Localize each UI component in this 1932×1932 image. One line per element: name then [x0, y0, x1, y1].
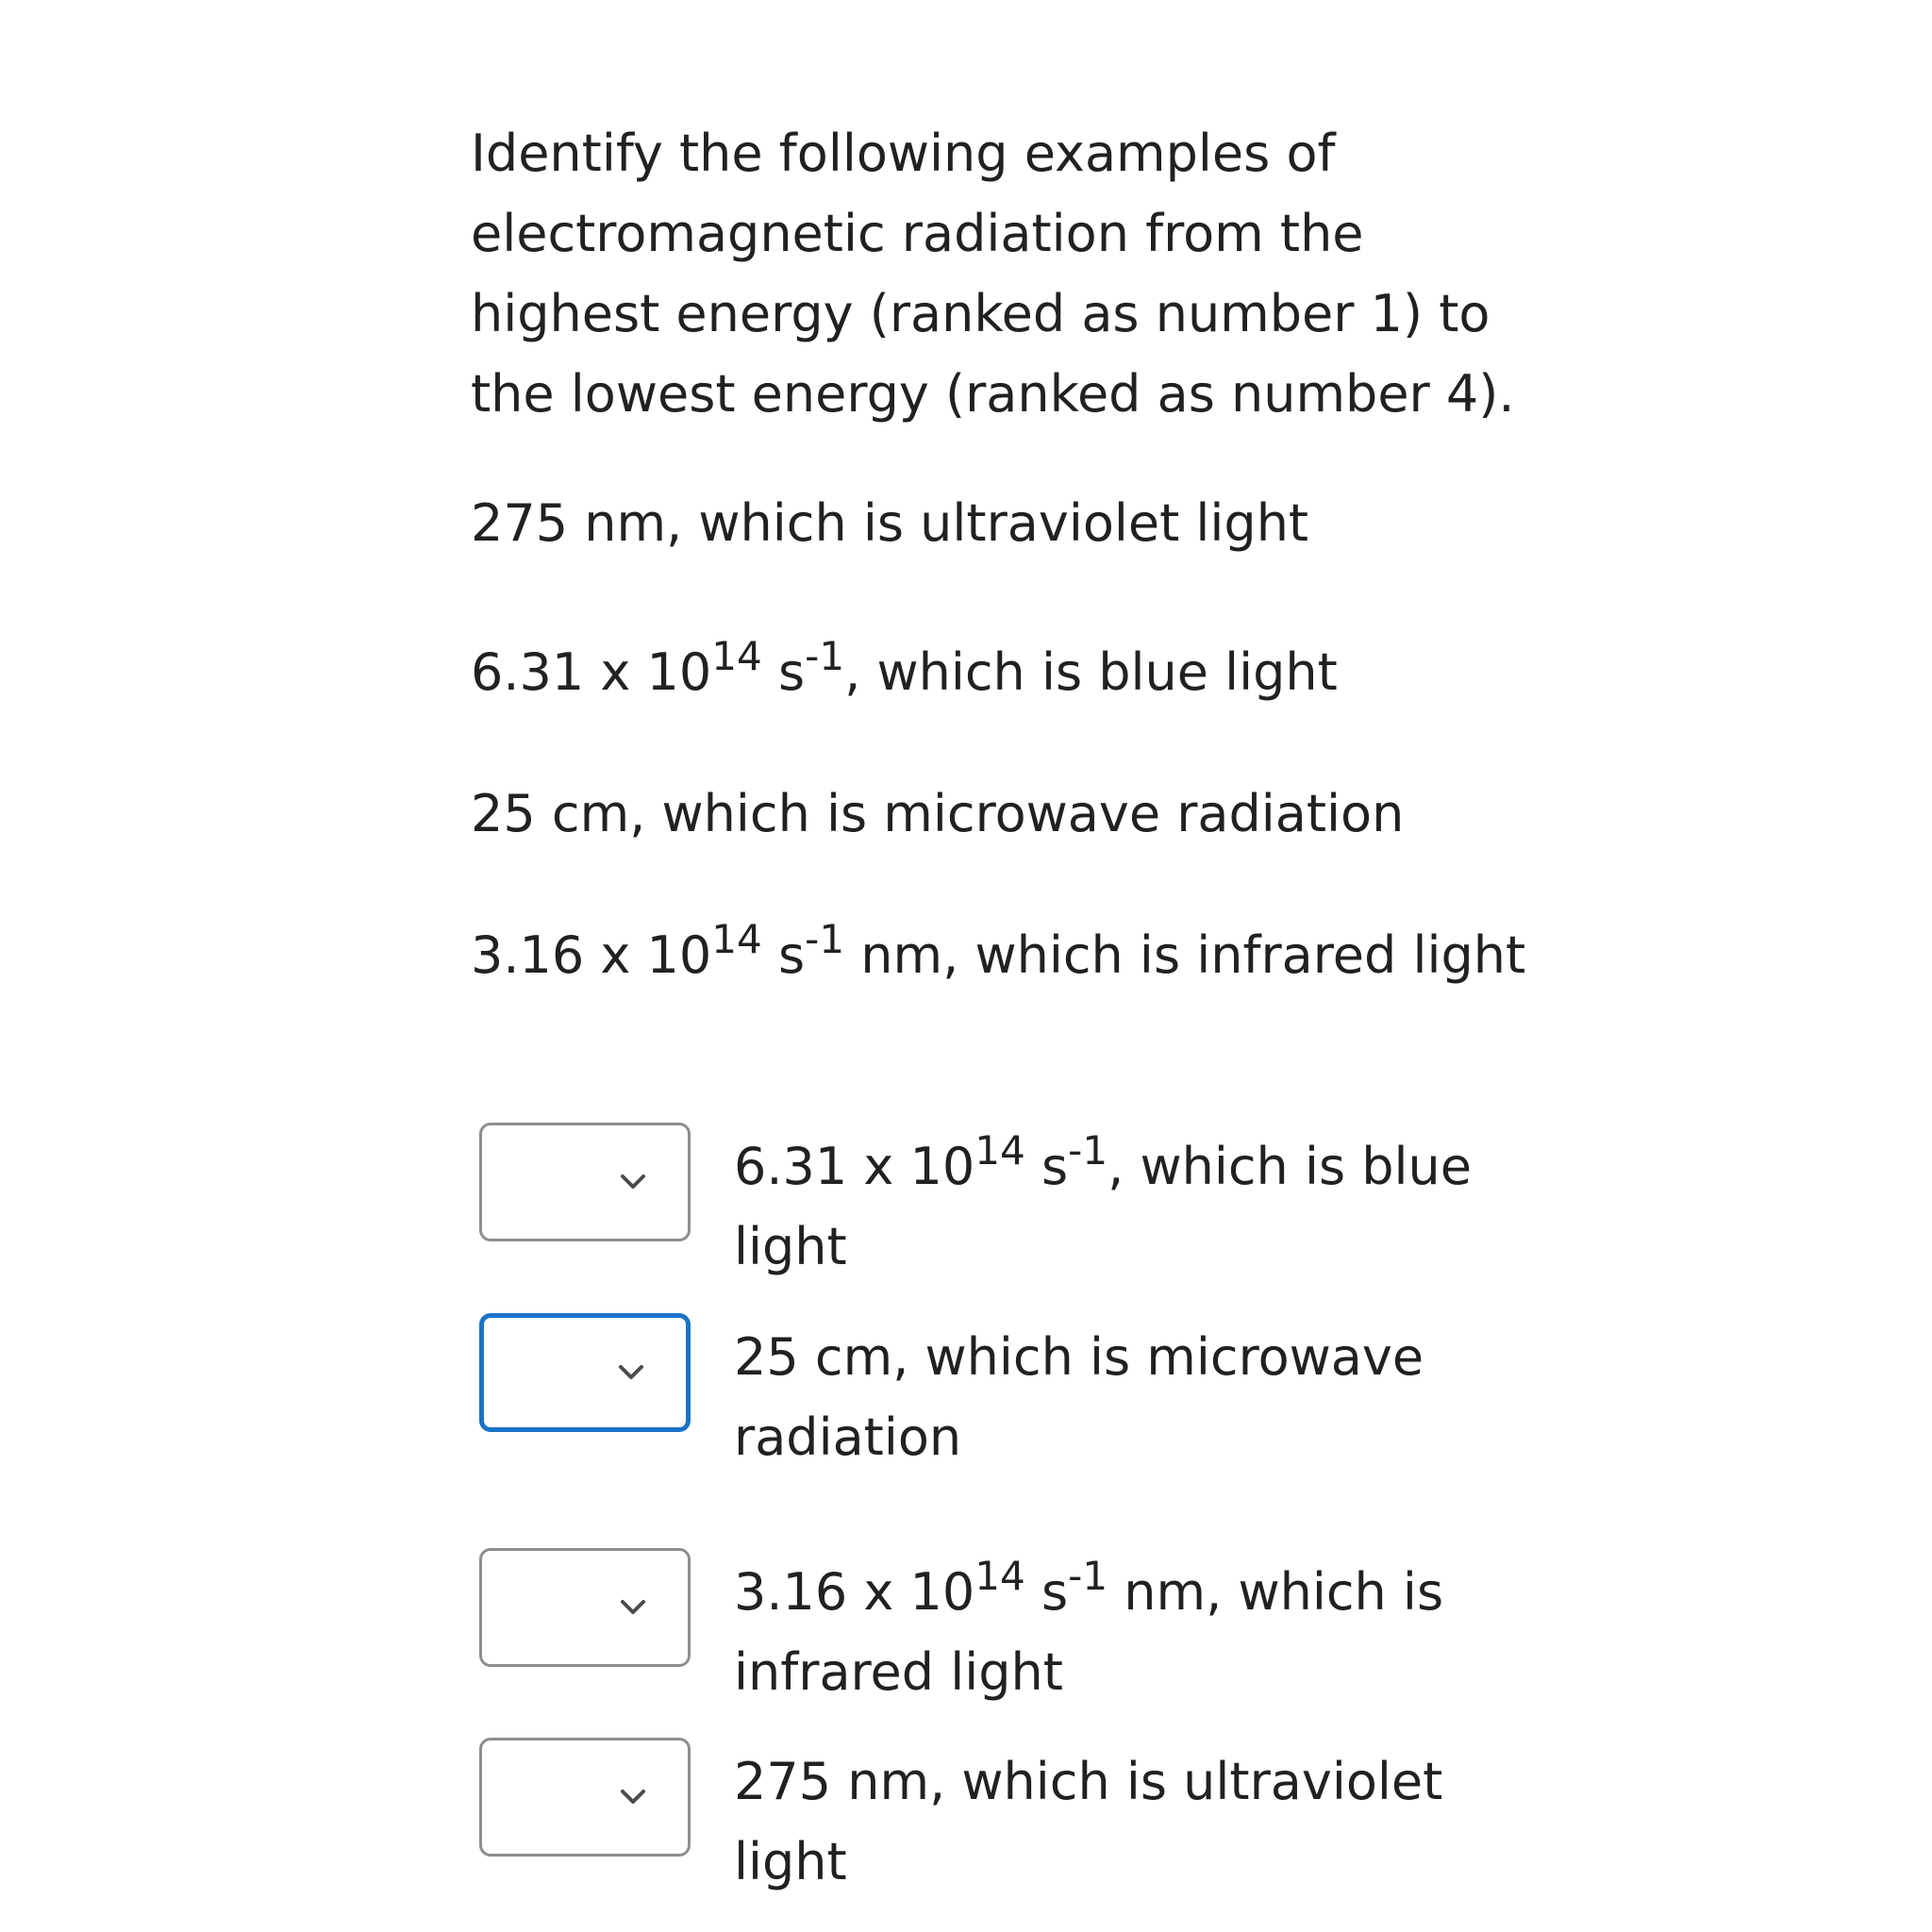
chevron-down-icon — [620, 1174, 646, 1191]
rank-select-4[interactable] — [479, 1738, 691, 1857]
question-instructions: Identify the following examples of electromagnetic radiation from the highest energy (ranked as number 1) to the lowest energy (ranked as number 4). — [471, 124, 1515, 424]
example-text: 3.16 x 10 — [471, 925, 712, 985]
unit: s — [761, 642, 806, 702]
exponent: -1 — [1068, 1126, 1108, 1174]
example-item-3 — [471, 781, 1603, 847]
exponent: 14 — [974, 1126, 1025, 1174]
example-text: 25 cm, which is microwave radiation — [471, 784, 1405, 843]
match-label: 275 nm, which is ultraviolet light — [734, 1752, 1443, 1891]
match-label: 25 cm, which is microwave radiation — [734, 1327, 1424, 1467]
example-text: 6.31 x 10 — [471, 642, 712, 702]
chevron-down-icon — [618, 1364, 644, 1381]
example-item-2 — [471, 632, 1603, 706]
example-item-4 — [471, 915, 1603, 989]
unit: s — [761, 925, 806, 985]
example-text: 275 nm, which is ultraviolet light — [471, 493, 1309, 553]
chevron-down-icon — [620, 1599, 646, 1616]
example-item-1 — [471, 491, 1603, 557]
match-label: 6.31 x $10^{14}$ $s^{-1}$, which is blue light — [734, 1126, 1472, 1276]
exponent: 14 — [711, 915, 762, 962]
unit: s — [1024, 1562, 1069, 1622]
rank-select-1[interactable] — [479, 1123, 691, 1241]
question-content — [471, 113, 1603, 989]
exponent: -1 — [805, 632, 845, 679]
rank-select-3[interactable] — [479, 1548, 691, 1667]
exponent: 14 — [974, 1552, 1025, 1599]
example-text: , which is blue light — [844, 642, 1338, 702]
example-text: nm, which is infrared light — [844, 925, 1526, 985]
exponent: 14 — [711, 632, 762, 679]
chevron-down-icon — [620, 1789, 646, 1806]
rank-select-2[interactable] — [479, 1313, 691, 1432]
exponent: -1 — [1068, 1552, 1108, 1599]
match-label: 3.16 x $10^{14}$ $s^{-1}$ nm, which is infrared light — [734, 1552, 1444, 1702]
exponent: -1 — [805, 915, 845, 962]
unit: s — [1024, 1137, 1069, 1196]
